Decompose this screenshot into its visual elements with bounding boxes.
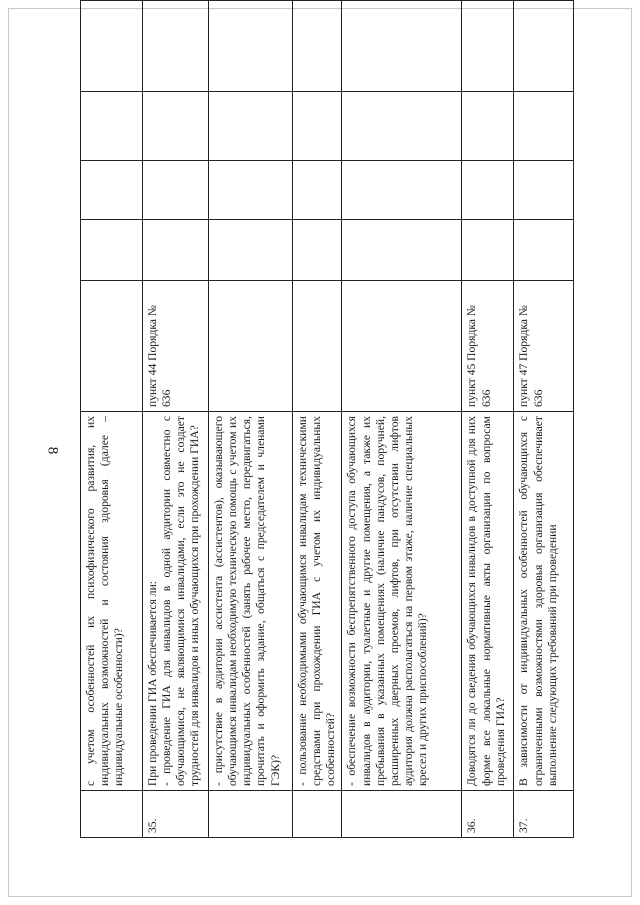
answer-cell-2[interactable] [143,161,209,220]
item-number: 37. [514,791,574,838]
answer-cell-2[interactable] [342,161,462,220]
table-row [342,1,462,838]
table-row [81,1,143,838]
answer-cell-2[interactable] [81,161,143,220]
answer-cell-1[interactable] [81,220,143,281]
answer-cell-1[interactable] [342,220,462,281]
legal-reference: пункт 45 Порядка № 636 [462,281,514,412]
legal-reference [293,281,342,412]
table-row [514,1,574,838]
question-text: В зависимости от индивидуальных особенностей обучающихся с ограниченными возможностями здоровья организация обеспечивает выполнение следующих требований при проведении [514,412,574,791]
table-row [462,1,514,838]
item-number: 35. [143,791,209,838]
answer-cell-1[interactable] [462,220,514,281]
item-number: 36. [462,791,514,838]
table-body [81,1,574,838]
table-row [209,1,293,838]
table-row [143,1,209,838]
question-text: - обеспечение возможности беспрепятственного доступа обучающихся инвалидов в аудитории, туалетные и другие помещения, а также их пребывания в указанных помещениях (наличие пандусов, поручней, расширенных дверных проемов, лифтов, при отсутствии лифтов аудитория должна располагаться на первом этаже, наличие специальных кресел и других приспособлений)? [342,412,462,791]
answer-cell-4[interactable] [293,1,342,92]
answer-cell-3[interactable] [462,92,514,161]
answer-cell-1[interactable] [209,220,293,281]
answer-cell-3[interactable] [143,92,209,161]
answer-cell-3[interactable] [81,92,143,161]
answer-cell-2[interactable] [293,161,342,220]
table-row [293,1,342,838]
legal-reference: пункт 47 Порядка № 636 [514,281,574,412]
legal-reference [81,281,143,412]
item-number [209,791,293,838]
answer-cell-3[interactable] [293,92,342,161]
answer-cell-4[interactable] [462,1,514,92]
answer-cell-3[interactable] [342,92,462,161]
page-number: 8 [44,446,61,455]
legal-reference: пункт 44 Порядка № 636 [143,281,209,412]
checklist-table [80,0,574,838]
question-text: с учетом особенностей их психофизического развития, их индивидуальных возможностей и состояния здоровья (далее – индивидуальные особенности)? [81,412,143,791]
answer-cell-4[interactable] [514,1,574,92]
answer-cell-1[interactable] [514,220,574,281]
answer-cell-1[interactable] [293,220,342,281]
answer-cell-3[interactable] [514,92,574,161]
item-number [293,791,342,838]
legal-reference [342,281,462,412]
item-number [342,791,462,838]
item-number [81,791,143,838]
question-text: При проведении ГИА обеспечивается ли: - проведение ГИА для инвалидов в одной аудитории совместно с обучающимися, не являющимися инвалидами, если это не создает трудностей для инвалидов и иных обучающихся при прохождении ГИА? [143,412,209,791]
answer-cell-1[interactable] [143,220,209,281]
answer-cell-2[interactable] [514,161,574,220]
answer-cell-3[interactable] [209,92,293,161]
answer-cell-2[interactable] [209,161,293,220]
answer-cell-4[interactable] [209,1,293,92]
question-text: Доводятся ли до сведения обучающихся инвалидов в доступной для них форме все локальные нормативные акты организации по вопросам проведения ГИА? [462,412,514,791]
question-text: - присутствие в аудитории ассистента (ассистентов), оказывающего обучающимся инвалидам необходимую техническую помощь с учетом их индивидуальных особенностей (занять рабочее место, передвигаться, прочитать и оформить задание, общаться с председателем и членами ГЭК)? [209,412,293,791]
answer-cell-4[interactable] [143,1,209,92]
question-text: - пользование необходимыми обучающимся инвалидам техническими средствами при прохождении ГИА с учетом их индивидуальных особенностей? [293,412,342,791]
legal-reference [209,281,293,412]
answer-cell-4[interactable] [342,1,462,92]
answer-cell-2[interactable] [462,161,514,220]
rotated-table-wrapper [80,64,622,838]
answer-cell-4[interactable] [81,1,143,92]
